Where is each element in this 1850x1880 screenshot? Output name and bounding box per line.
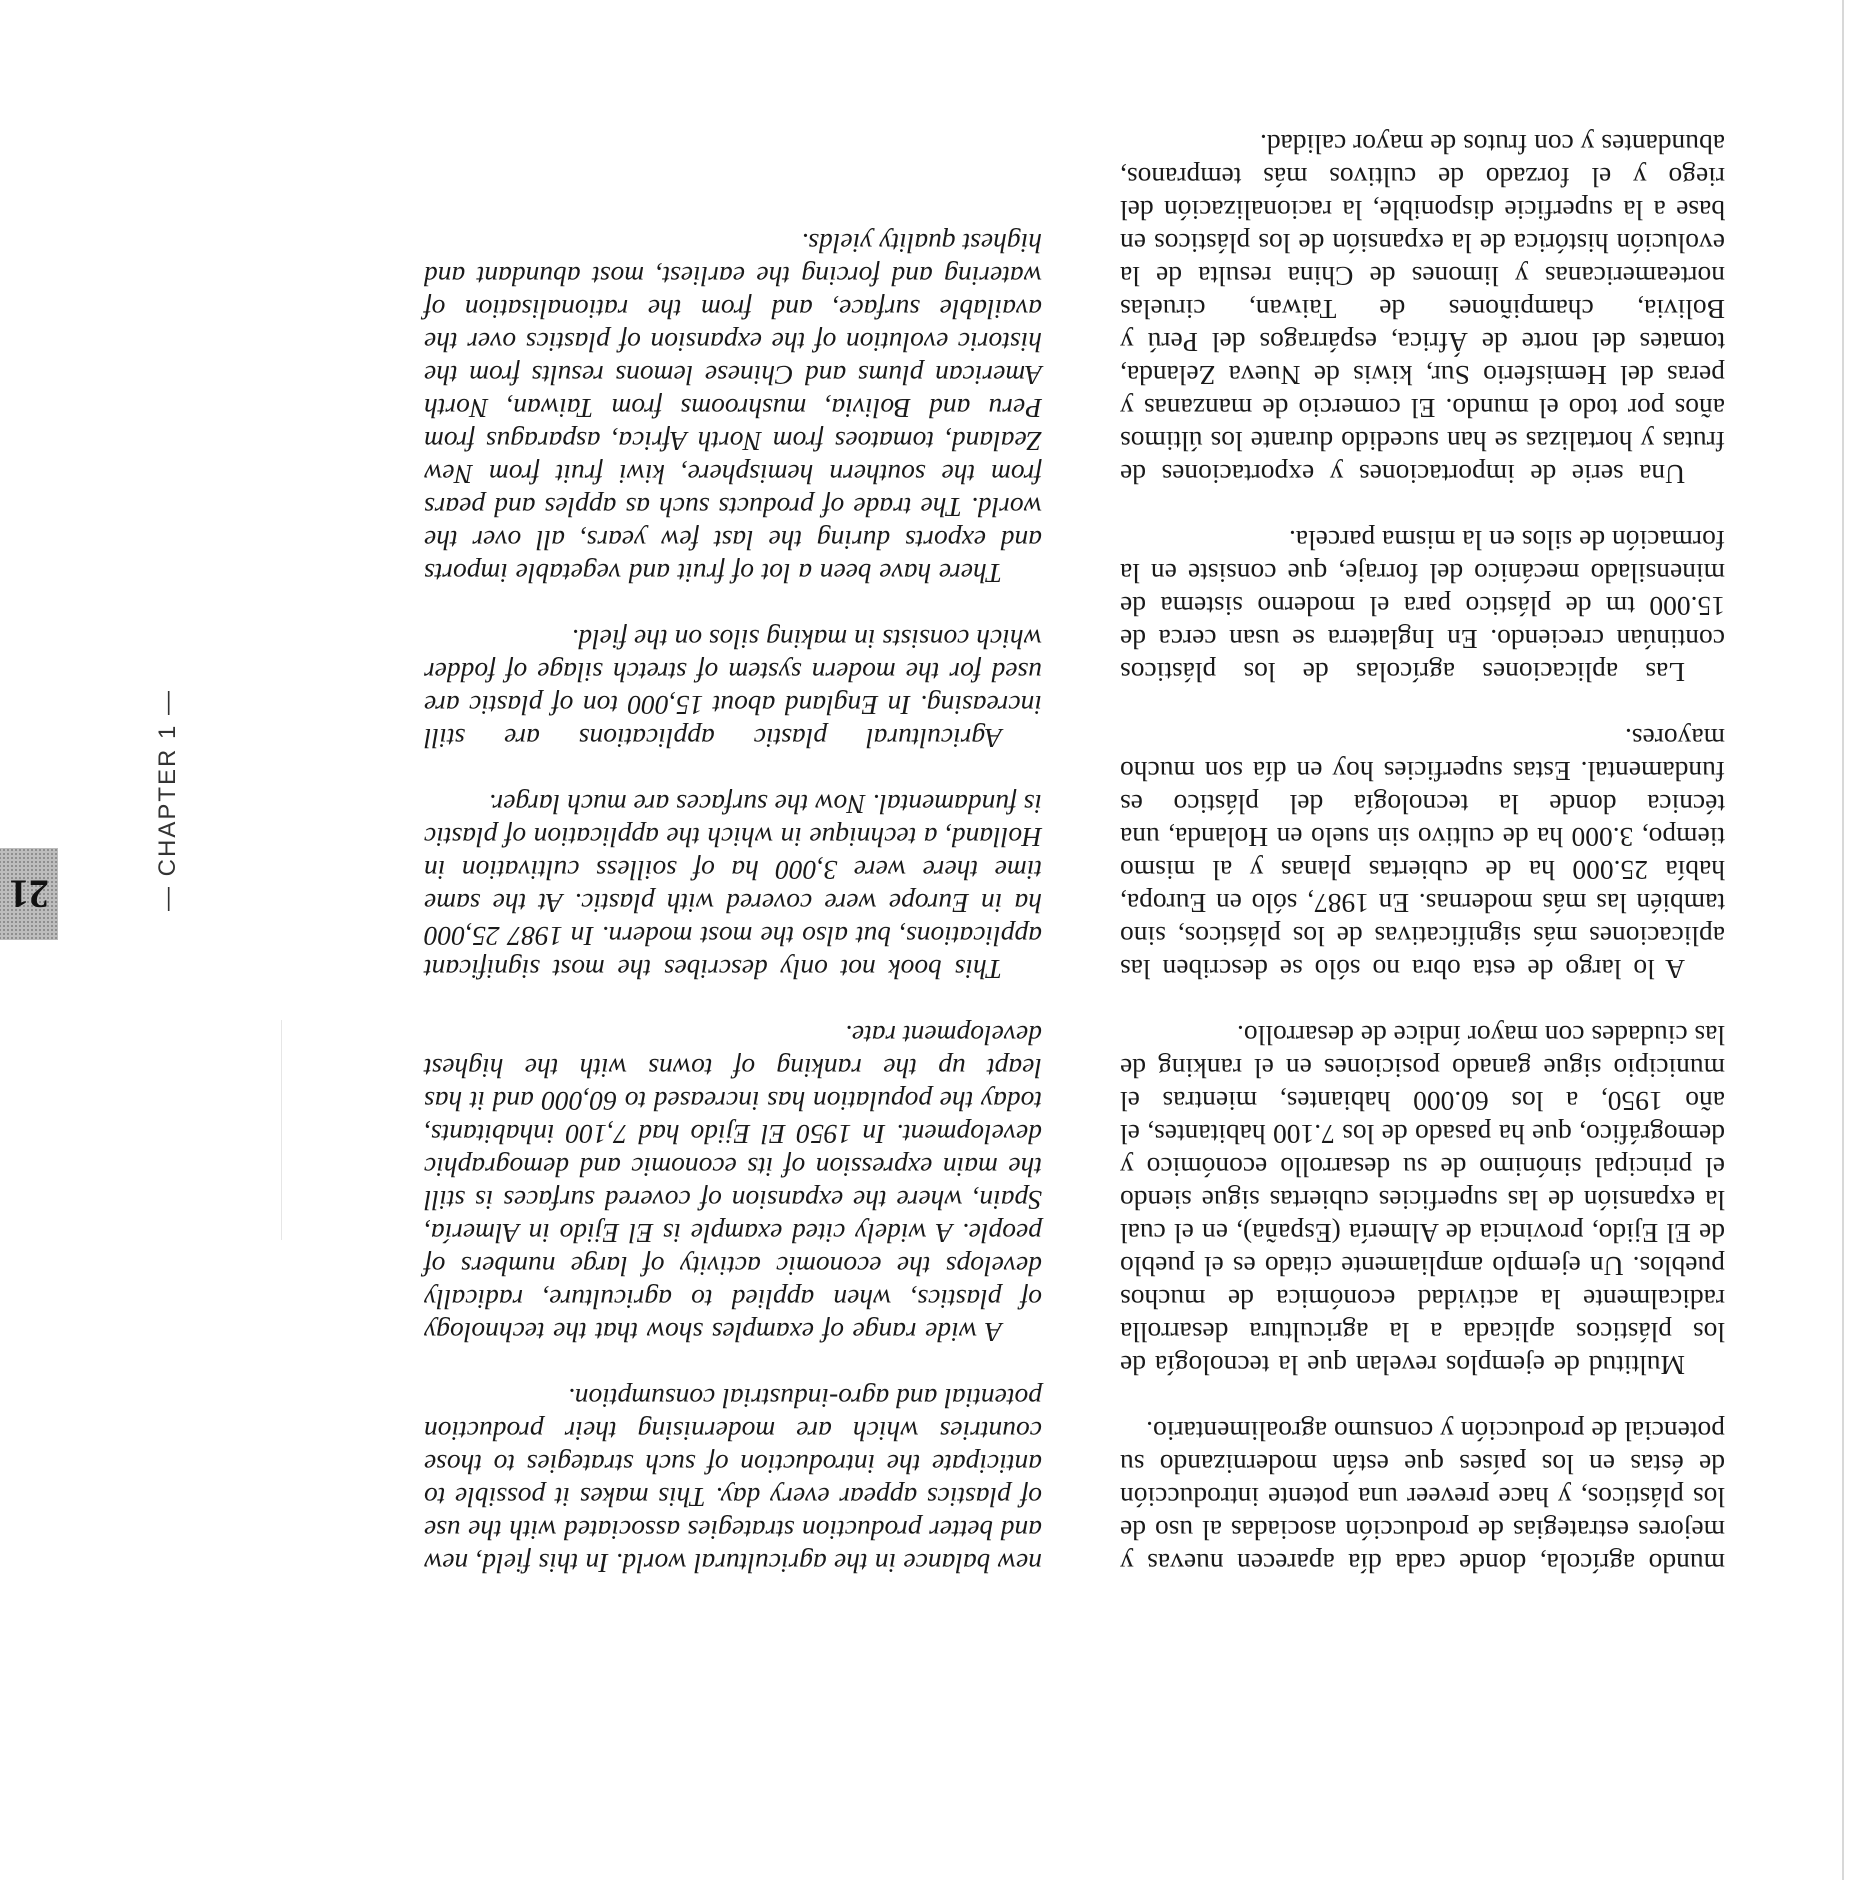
english-paragraph: A wide range of examples show that the technology of plastics, when applied to agriculture, radically develops the economic activity of large numbers of people. A widely cited example is El Ejido in Almería, Spain, where the expansion of covered surfaces is still the main expression of its economic and demographic development. In 1950 El Ejido had 7,100 inhabitants, today the population has increased to 60,000 and it has leapt up the ranking of towns with the highest development rate. bbox=[424, 1020, 1042, 1348]
english-paragraph: There have been a lot of fruit and vegetable imports and exports during the last few years, all over the world. The trade of products such as apples and pears from the southern hemisphere, kiwi fruit from New Zealand, tomatoes from North Africa, asparagus from Peru and Bolivia, mushrooms from Taiwan, North American plums and Chinese lemons results from the historic evolution of the expansion of plastics over the available surface, and from the rationalisation of watering and forcing the earliest, most abundant and highest quality yields. bbox=[424, 228, 1042, 589]
spanish-paragraph: mundo agrícola, donde cada día aparecen nuevas y mejores estrategias de producción asociadas al uso de los plásticos, y hace preveer una potente introducción de éstas en los países que están modernizando su potencial de producción y consumo agroalimentario. bbox=[1120, 1416, 1725, 1579]
spanish-paragraph: Multitud de ejemplos revelan que la tecnología de los plásticos aplicada a la agricultura desarrolla radicalmente la actividad económica de muchos pueblos. Un ejemplo ampliamente citado es el pueblo de El Ejido, provincia de Almería (España), en el cual la expansión de las superficies cubiertas sigue siendo el principal sinónimo de su desarrollo económico y demográfico, que ha pasado de los 7.100 habitantes, el año 1950, a los 60.000 habiantes, mientras el municipio sigue ganado posiciones en el ranking de las ciudades con mayor índice de desarrollo. bbox=[1120, 1020, 1725, 1381]
spanish-paragraph: A lo largo de esta obra no sólo se describen las aplicaciones más significativas de los plásticos, sino también las más modernas. En 1987, sólo en Europa, había 25.000 ha de cubiertas planas y al mismo tiempo, 3.000 ha de cultivo sin suelo en Holanda, una técnica donde la tecnología del plástico es fundamental. Estas superficies hoy en día son mucho mayores. bbox=[1120, 723, 1725, 985]
page-number: 21 bbox=[9, 871, 49, 917]
page-number-box bbox=[0, 848, 58, 940]
scan-edge-line bbox=[281, 1020, 282, 1240]
english-text-column bbox=[424, 194, 1042, 1580]
spanish-text-column bbox=[1120, 95, 1725, 1580]
spanish-paragraph: Las aplicaciones agrícolas de los plásticos continúan creciendo. En Inglaterra se usan cerca de 15.000 tm de plástico para el moderno sistema de minensilado mecánico del forraje, que consiste en la formación de silos en la misma parcela. bbox=[1120, 525, 1725, 688]
spanish-paragraph: Una serie de importaciones y exportaciones de frutas y hortalizas se han sucedido durante los últimos años por todo el mundo. El comercio de manzanas y peras del Hemisferio Sur, kiwis de Nueva Zelanda, tomates del norte de África, espárragos del Perú y Bolivia, champiñones de Taiwan, ciruelas norteamericanas y limones de China resulta de la evolución histórica de la expansión de los plásticos en base a la superficie disponible, la racionalización del riego y el forzado de cultivos más tempranos, abundantes y con frutos de mayor calidad. bbox=[1120, 129, 1725, 490]
english-paragraph: Agricultural plastic applications are still increasing. In England about 15,000 ton of plastic are used for the modern system of stretch silage of fodder which consists in making silos on the field. bbox=[424, 624, 1042, 754]
english-paragraph: This book not only describes the most significant applications, but also the most modern. In 1987 25,000 ha in Europe were covered with plastic. At the same time there were 3,000 ha of soilless cultivation in Holland, a technique in which the application of plastic is fundamental. Now the surfaces are much larger. bbox=[424, 789, 1042, 985]
chapter-label bbox=[148, 640, 188, 960]
english-paragraph: new balance in the agricultural world. In this field, new and better production strategies associated with the use of plastics appear every day. This makes it possible to anticipate the introduction of such strategies to those countries which are modernising their production potential and agro-industrial consumption. bbox=[424, 1383, 1042, 1579]
chapter-label-text: — CHAPTER 1 — bbox=[154, 688, 181, 912]
